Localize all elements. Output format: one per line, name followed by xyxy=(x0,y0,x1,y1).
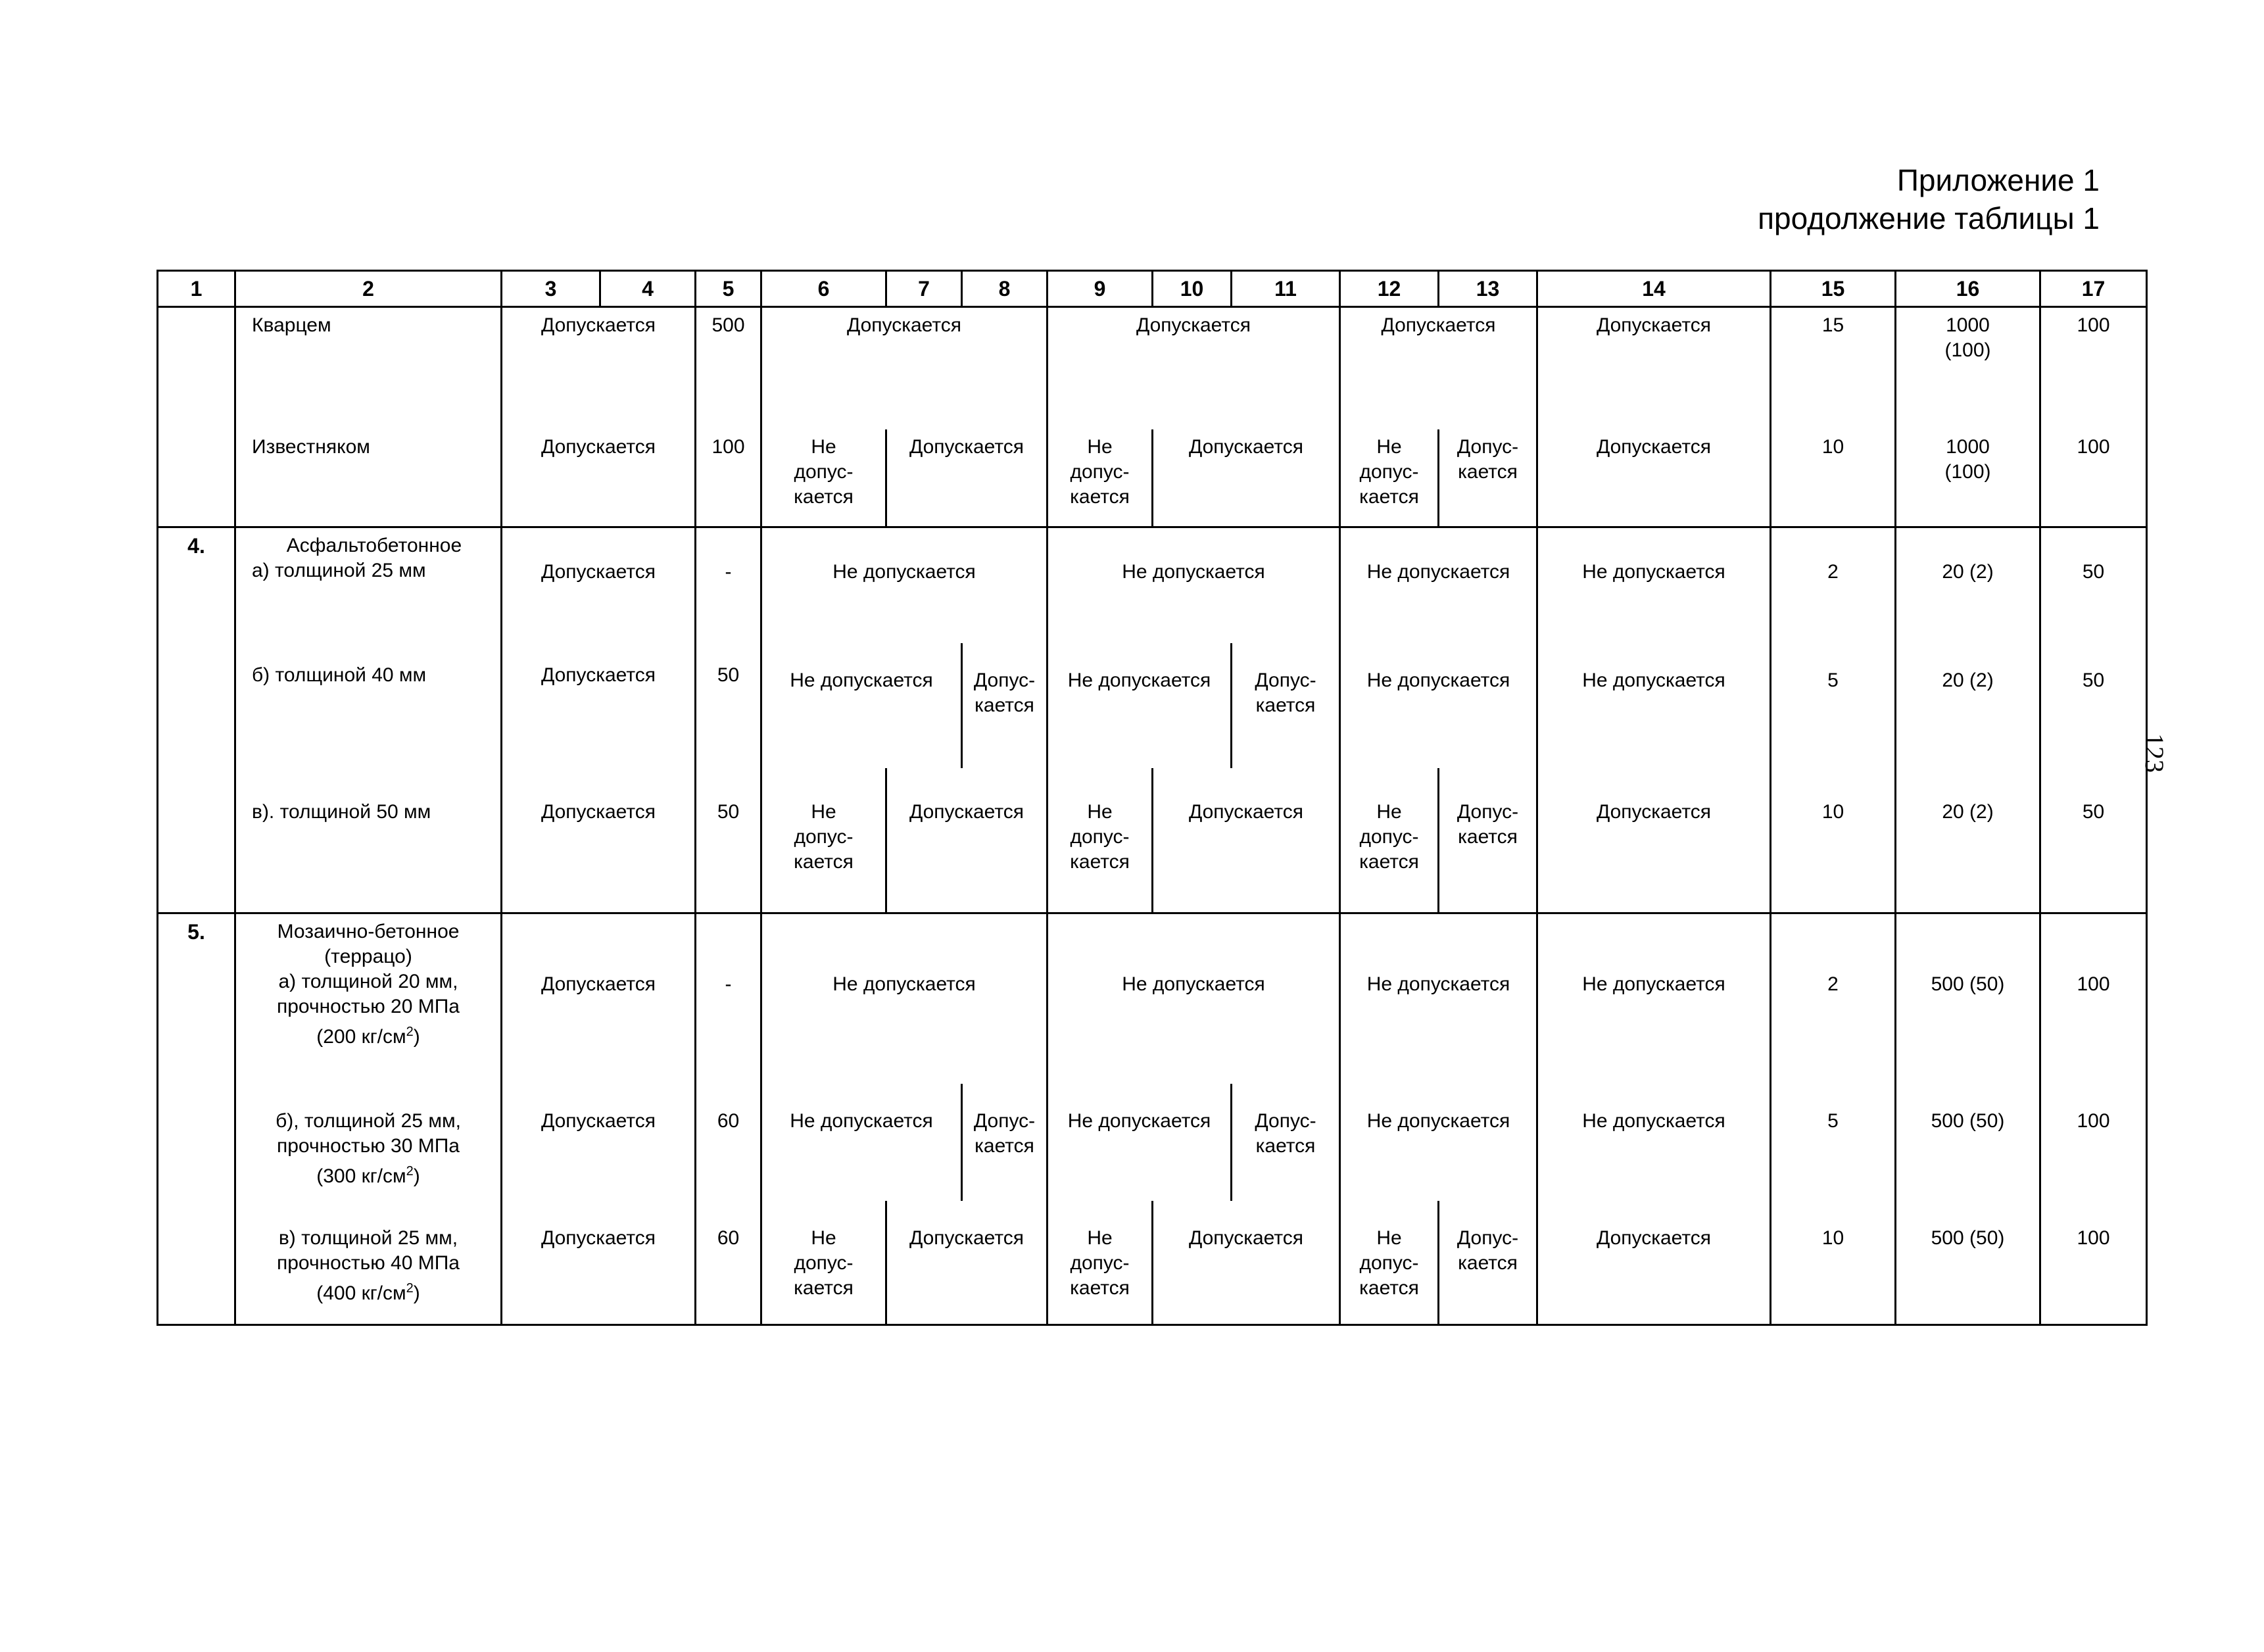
sub-item-name: а) толщиной 25 мм xyxy=(252,560,426,581)
sub-item-name-line: в) толщиной 25 мм, xyxy=(278,1227,458,1249)
cell-line: кается xyxy=(794,1277,854,1299)
sub-item-name-line xyxy=(240,1276,496,1306)
cell: 50 xyxy=(696,643,761,767)
unit-text: ) xyxy=(413,1165,420,1187)
cell-line: кается xyxy=(1070,486,1130,508)
cell: - xyxy=(696,527,761,643)
cell: Допускается xyxy=(1537,307,1771,429)
unit-text: ) xyxy=(413,1282,420,1304)
cell xyxy=(1048,429,1153,527)
cell: 20 (2) xyxy=(1896,643,2040,767)
cell: 100 xyxy=(696,429,761,527)
cell: Допускается xyxy=(1537,767,1771,913)
cell-line: Не xyxy=(811,801,836,823)
cell: 5 xyxy=(1771,643,1896,767)
col-num: 2 xyxy=(235,271,502,307)
material-name xyxy=(235,913,502,1083)
cell: Не допускается xyxy=(761,527,1048,643)
sub-item-name-line xyxy=(240,1019,496,1050)
sub-item-name xyxy=(235,1083,502,1200)
cell: Не допускается xyxy=(1537,1083,1771,1200)
cell: Не допускается xyxy=(761,643,962,767)
table-row xyxy=(158,913,2147,1083)
cell-line: Не xyxy=(1376,801,1402,823)
cell: - xyxy=(696,913,761,1083)
cell: Допускается xyxy=(1153,1200,1340,1325)
cell: Допускается xyxy=(1537,429,1771,527)
material-name: Кварцем xyxy=(235,307,502,429)
sub-item-name-line: прочностью 30 МПа xyxy=(277,1135,460,1157)
cell-line: кается xyxy=(1359,851,1419,873)
cell-line: кается xyxy=(1458,461,1518,483)
cell-line: Допус- xyxy=(1255,669,1316,691)
col-num: 1 xyxy=(158,271,235,307)
col-num: 6 xyxy=(761,271,886,307)
unit-text: ) xyxy=(413,1026,420,1048)
cell: 100 xyxy=(2040,307,2147,429)
col-num: 4 xyxy=(600,271,696,307)
col-num: 12 xyxy=(1340,271,1439,307)
cell-line: кается xyxy=(1070,851,1130,873)
cell: 5 xyxy=(1771,1083,1896,1200)
cell xyxy=(761,767,886,913)
cell-line: Не xyxy=(1376,1227,1402,1249)
superscript: 2 xyxy=(406,1281,414,1296)
material-name: Известняком xyxy=(235,429,502,527)
cell-line: Допус- xyxy=(973,669,1036,691)
cell: Не допускается xyxy=(761,1083,962,1200)
cell-line: кается xyxy=(1458,826,1518,848)
table-row xyxy=(158,307,2147,429)
cell-line: кается xyxy=(1359,1277,1419,1299)
cell-line: 1000 xyxy=(1946,314,1990,336)
unit-text: (300 кг/см xyxy=(316,1165,406,1187)
cell: 500 xyxy=(696,307,761,429)
cell-line: Не xyxy=(1087,436,1113,458)
cell: 2 xyxy=(1771,913,1896,1083)
cell: Не допускается xyxy=(1340,643,1537,767)
cell: 20 (2) xyxy=(1896,767,2040,913)
page-number: 123 xyxy=(2140,733,2169,773)
cell: Не допускается xyxy=(1537,527,1771,643)
sub-item-name: б) толщиной 40 мм xyxy=(235,643,502,767)
cell: 500 (50) xyxy=(1896,1200,2040,1325)
cell: Не допускается xyxy=(1048,1083,1232,1200)
cell: Не допускается xyxy=(1340,913,1537,1083)
section-subtitle: (террацо) xyxy=(324,946,412,967)
cell-line: допус- xyxy=(794,1252,854,1274)
col-num: 16 xyxy=(1896,271,2040,307)
cell xyxy=(962,1083,1048,1200)
cell xyxy=(1340,429,1439,527)
row-number: 4. xyxy=(158,527,235,643)
cell-line: допус- xyxy=(1070,461,1130,483)
cell xyxy=(761,429,886,527)
row-number-cell xyxy=(158,1200,235,1325)
unit-text: (200 кг/см xyxy=(316,1026,406,1048)
sub-item-name-line: прочностью 20 МПа xyxy=(277,996,460,1017)
cell: Допускается xyxy=(1537,1200,1771,1325)
cell-line: кается xyxy=(794,851,854,873)
cell xyxy=(1896,307,2040,429)
col-num: 11 xyxy=(1232,271,1340,307)
cell-line: Не xyxy=(1376,436,1402,458)
cell xyxy=(962,643,1048,767)
section-title: Асфальтобетонное xyxy=(286,535,462,556)
cell-line: кается xyxy=(1458,1252,1518,1274)
cell-line: (100) xyxy=(1944,461,1991,483)
cell: Допускается xyxy=(886,429,1048,527)
cell: Не допускается xyxy=(1048,643,1232,767)
cell-line: Не xyxy=(1087,801,1113,823)
cell-line: допус- xyxy=(1359,1252,1419,1274)
cell: Допускается xyxy=(502,643,696,767)
cell: 50 xyxy=(2040,527,2147,643)
cell-line: (100) xyxy=(1944,339,1991,361)
cell: Допускается xyxy=(1048,307,1340,429)
cell-line: Допус- xyxy=(1457,436,1519,458)
requirements-table xyxy=(157,270,2148,1326)
cell: Не допускается xyxy=(761,913,1048,1083)
cell: 60 xyxy=(696,1083,761,1200)
sub-item-name-line: прочностью 40 МПа xyxy=(277,1252,460,1274)
cell: Допускается xyxy=(1153,767,1340,913)
col-num: 3 xyxy=(502,271,600,307)
cell xyxy=(1439,1200,1537,1325)
cell: Допускается xyxy=(502,913,696,1083)
sub-item-name: в). толщиной 50 мм xyxy=(235,767,502,913)
section-title: Мозаично-бетонное xyxy=(277,921,460,942)
cell: 50 xyxy=(696,767,761,913)
sub-item-name-line xyxy=(240,1159,496,1189)
table-row xyxy=(158,643,2147,767)
cell: Допускается xyxy=(886,767,1048,913)
col-num: 7 xyxy=(886,271,962,307)
table-row xyxy=(158,1083,2147,1200)
col-num: 15 xyxy=(1771,271,1896,307)
table-row xyxy=(158,527,2147,643)
cell xyxy=(1340,767,1439,913)
cell: Допускается xyxy=(502,429,696,527)
cell: Не допускается xyxy=(1048,527,1340,643)
cell: Не допускается xyxy=(1340,527,1537,643)
cell: 20 (2) xyxy=(1896,527,2040,643)
cell xyxy=(1439,429,1537,527)
cell: 10 xyxy=(1771,767,1896,913)
cell xyxy=(1340,1200,1439,1325)
cell: 100 xyxy=(2040,429,2147,527)
row-number-cell xyxy=(158,307,235,429)
cell xyxy=(761,1200,886,1325)
cell-line: Допус- xyxy=(1255,1110,1316,1132)
cell: 500 (50) xyxy=(1896,1083,2040,1200)
cell: Не допускается xyxy=(1537,643,1771,767)
col-num: 10 xyxy=(1153,271,1232,307)
cell-line: кается xyxy=(975,694,1034,716)
cell-line: 1000 xyxy=(1946,436,1990,458)
cell: 60 xyxy=(696,1200,761,1325)
cell xyxy=(1232,1083,1340,1200)
row-number-cell xyxy=(158,767,235,913)
sub-item-name xyxy=(235,1200,502,1325)
cell: Допускается xyxy=(1340,307,1537,429)
cell-line: допус- xyxy=(794,826,854,848)
cell: 500 (50) xyxy=(1896,913,2040,1083)
cell-line: допус- xyxy=(1070,1252,1130,1274)
cell-line: допус- xyxy=(1359,461,1419,483)
material-name xyxy=(235,527,502,643)
cell-line: допус- xyxy=(794,461,854,483)
row-number-cell xyxy=(158,429,235,527)
cell: Не допускается xyxy=(1048,913,1340,1083)
col-num: 14 xyxy=(1537,271,1771,307)
row-number: 5. xyxy=(158,913,235,1083)
cell: Допускается xyxy=(502,1200,696,1325)
cell: 15 xyxy=(1771,307,1896,429)
row-number-cell xyxy=(158,643,235,767)
cell: Допускается xyxy=(502,767,696,913)
cell: 10 xyxy=(1771,1200,1896,1325)
cell: Допускается xyxy=(886,1200,1048,1325)
cell-line: кается xyxy=(1255,694,1316,716)
cell: Допускается xyxy=(502,527,696,643)
cell-line: кается xyxy=(1359,486,1419,508)
table-row xyxy=(158,1200,2147,1325)
cell-line: допус- xyxy=(1359,826,1419,848)
cell: Не допускается xyxy=(1340,1083,1537,1200)
unit-text: (400 кг/см xyxy=(316,1282,406,1304)
table-row xyxy=(158,429,2147,527)
cell-line: кается xyxy=(1255,1135,1316,1157)
appendix-header xyxy=(1758,161,2100,237)
cell-line: кается xyxy=(794,486,854,508)
col-num: 5 xyxy=(696,271,761,307)
col-num: 17 xyxy=(2040,271,2147,307)
cell-line: Допус- xyxy=(973,1110,1036,1132)
col-num: 13 xyxy=(1439,271,1537,307)
superscript: 2 xyxy=(406,1025,414,1039)
column-numbers-row xyxy=(158,271,2147,307)
cell: 100 xyxy=(2040,1200,2147,1325)
cell-line: кается xyxy=(1070,1277,1130,1299)
cell-line: Не xyxy=(811,1227,836,1249)
cell xyxy=(1048,1200,1153,1325)
cell-line: Не xyxy=(1087,1227,1113,1249)
cell: 2 xyxy=(1771,527,1896,643)
cell: Допускается xyxy=(502,1083,696,1200)
cell-line: Не xyxy=(811,436,836,458)
table-row xyxy=(158,767,2147,913)
cell xyxy=(1232,643,1340,767)
cell: Допускается xyxy=(502,307,696,429)
sub-item-name-line: б), толщиной 25 мм, xyxy=(276,1110,461,1132)
cell xyxy=(1896,429,2040,527)
cell: 50 xyxy=(2040,643,2147,767)
cell: Допускается xyxy=(761,307,1048,429)
superscript: 2 xyxy=(406,1164,414,1178)
cell-line: Допус- xyxy=(1457,801,1519,823)
cell: 100 xyxy=(2040,1083,2147,1200)
sub-item-name-line: а) толщиной 20 мм, xyxy=(278,971,458,992)
col-num: 9 xyxy=(1048,271,1153,307)
cell: Допускается xyxy=(1153,429,1340,527)
appendix-title: Приложение 1 xyxy=(1896,163,2100,197)
cell: 50 xyxy=(2040,767,2147,913)
col-num: 8 xyxy=(962,271,1048,307)
row-number-cell xyxy=(158,1083,235,1200)
cell: 10 xyxy=(1771,429,1896,527)
cell xyxy=(1439,767,1537,913)
table-continuation: продолжение таблицы 1 xyxy=(1758,201,2100,235)
cell xyxy=(1048,767,1153,913)
cell: Не допускается xyxy=(1537,913,1771,1083)
cell-line: кается xyxy=(975,1135,1034,1157)
cell-line: Допус- xyxy=(1457,1227,1519,1249)
cell: 100 xyxy=(2040,913,2147,1083)
cell-line: допус- xyxy=(1070,826,1130,848)
